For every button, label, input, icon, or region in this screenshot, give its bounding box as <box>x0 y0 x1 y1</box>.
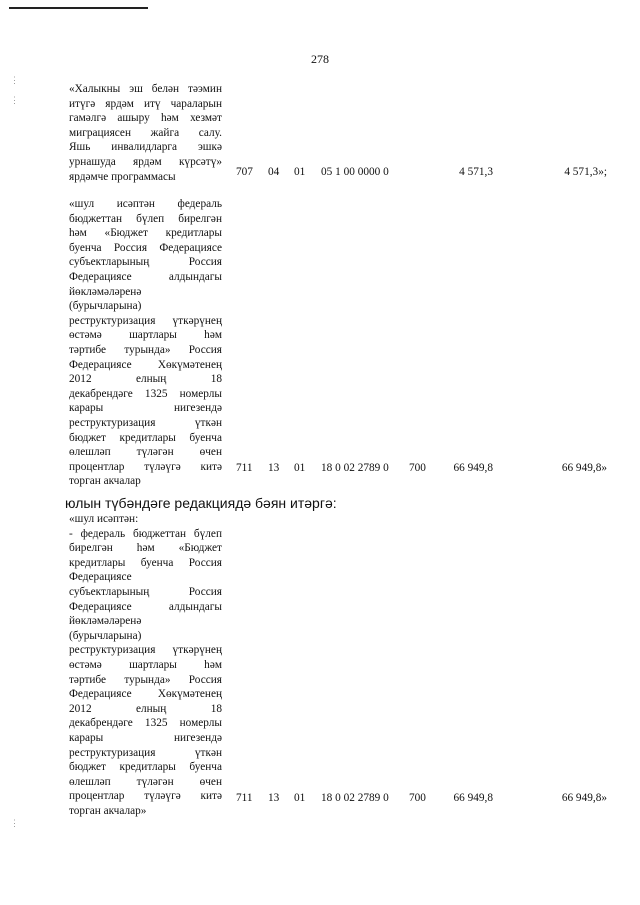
subsection-code: 01 <box>294 792 306 804</box>
margin-mark: ⋮ <box>10 818 19 828</box>
amount-1: 66 949,8 <box>453 792 493 804</box>
section-code: 13 <box>268 462 280 474</box>
row-description: «шул исәптән: - федераль бюджеттан бүлеп бирелгән һәм «Бюджет кредитлары буенча Россия Федерациясе субъектларының Россия Федерациясе алдындагы йөкләмәләренә (бурычларына) реструктуризация үткәрүнең өстәмә шартлары һәм тәртибе турында» Россия Федерациясе Хөкүмәтенең 2012 елның 18 декабрендәге 1325 номерлы карары нигезендә реструктуризация үткән бюджет кредитлары буенча өлешләп түләгән өчен процентлар түләүгә китә торган акчалар» <box>69 513 222 817</box>
subsection-code: 01 <box>294 166 306 178</box>
amount-1: 66 949,8 <box>453 462 493 474</box>
margin-mark: ⋮ <box>10 95 19 105</box>
target-article: 18 0 02 2789 0 <box>321 462 389 474</box>
amount-1: 4 571,3 <box>459 166 493 178</box>
amount-2: 4 571,3»; <box>564 166 607 178</box>
section-code: 13 <box>268 792 280 804</box>
amount-2: 66 949,8» <box>561 792 607 804</box>
subsection-code: 01 <box>294 462 306 474</box>
expense-type: 700 <box>409 462 426 474</box>
target-article: 18 0 02 2789 0 <box>321 792 389 804</box>
section-heading: юлын түбәндәге редакциядә бәян итәргә: <box>65 495 337 511</box>
row-description: «шул исәптән федераль бюджеттан бүлеп бирелгән һәм «Бюджет кредитлары буенча Россия Федерациясе субъектларының Россия Федерациясе алдындагы йөкләмәләренә (бурычларына) реструктуризация үткәрүнең өстәмә шартлары һәм тәртибе турында» Россия Федерациясе Хөкүмәтенең 2012 елның 18 декабрендәге 1325 номерлы карары нигезендә реструктуризация үткән бюджет кредитлары буенча өлешләп түләгән өчен процентлар түләүгә китә торган акчалар <box>69 198 222 488</box>
ministry-code: 707 <box>236 166 253 178</box>
row-description: «Халыкны эш белән тәэмин итүгә ярдәм итү чараларын гамәлгә ашыру һәм хезмәт миграциясен жайга салу. Яшь инвалидларга эшкә урнашуда ярдәм күрсәтү» ярдәмче программасы <box>69 83 222 183</box>
section-code: 04 <box>268 166 280 178</box>
ministry-code: 711 <box>236 792 253 804</box>
target-article: 05 1 00 0000 0 <box>321 166 389 178</box>
expense-type: 700 <box>409 792 426 804</box>
ministry-code: 711 <box>236 462 253 474</box>
page-number: 278 <box>311 52 329 66</box>
top-rule <box>9 7 148 9</box>
amount-2: 66 949,8» <box>561 462 607 474</box>
margin-mark: ⋮ <box>10 75 19 85</box>
